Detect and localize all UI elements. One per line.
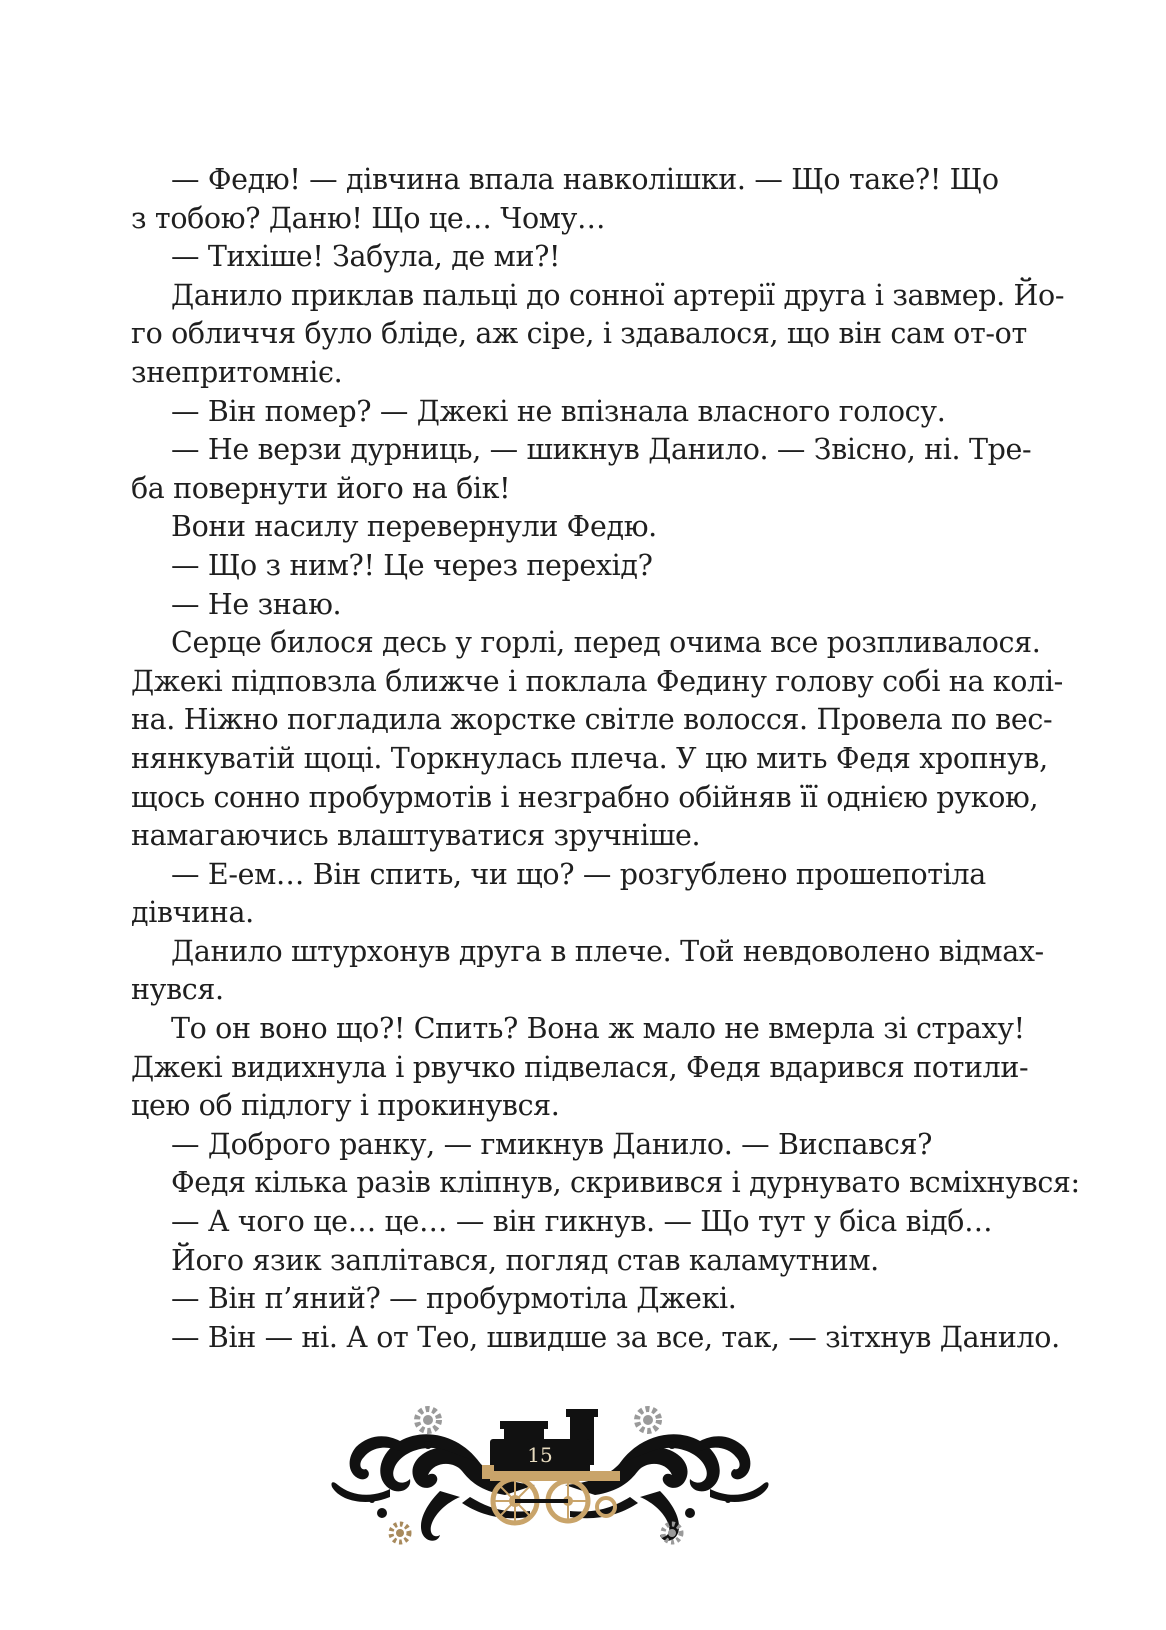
text-line: нянкуватій щоці. Торкнулась плеча. У цю мить Федя хропнув, [131, 741, 1048, 775]
text-line: Серце билося десь у горлі, перед очима все розпливалося. [171, 626, 1041, 660]
text-line: щось сонно пробурмотів і незграбно обійняв її однією рукою, [131, 780, 1039, 814]
text-line: — А чого це… це… — він гикнув. — Що тут у біса відб… [171, 1205, 993, 1239]
text-line: на. Ніжно погладила жорстке світле волосся. Провела по вес- [131, 703, 1053, 737]
text-line: — Він п’яний? — пробурмотіла Джекі. [171, 1282, 737, 1316]
text-line: — Не верзи дурниць, — шикнув Данило. — Звісно, ні. Тре- [171, 433, 1032, 467]
text-line: нувся. [131, 973, 224, 1007]
text-line: — Тихіше! Забула, де ми?! [171, 240, 561, 274]
text-line: Джекі підповзла ближче і поклала Федину голову собі на колі- [131, 664, 1063, 698]
text-line: — Доброго ранку, — гмикнув Данило. — Виспався? [171, 1127, 933, 1161]
text-line: Вони насилу перевернули Федю. [171, 510, 657, 544]
body-text [131, 161, 1080, 1357]
text-line: дівчина. [131, 896, 254, 930]
text-line: — Він помер? — Джекі не впізнала власного голосу. [171, 394, 946, 428]
text-line: ба повернути його на бік! [131, 471, 511, 505]
locomotive-ornament [330, 1405, 770, 1555]
text-line: го обличчя було бліде, аж сіре, і здавалося, що він сам от-от [131, 317, 1027, 351]
text-line: — Не знаю. [171, 587, 342, 621]
text-line: — Федю! — дівчина впала навколішки. — Що таке?! Що [171, 163, 999, 196]
text-line: Федя кілька разів кліпнув, скривився і дурнувато всміхнувся: [171, 1166, 1080, 1200]
text-line: — Що з ним?! Це через перехід? [171, 548, 653, 582]
gear-icon [391, 1524, 409, 1542]
text-line: Данило штурхонув друга в плече. Той невдоволено відмах- [171, 934, 1044, 968]
text-line: з тобою? Даню! Що це… Чому… [131, 201, 606, 235]
gear-icon [637, 1409, 659, 1431]
text-line: Його язик заплітався, погляд став каламутним. [171, 1243, 879, 1277]
gear-icon [417, 1409, 439, 1431]
text-line: знепритомніє. [131, 355, 343, 389]
text-line: — Він — ні. А от Тео, швидше за все, так, — зітхнув Данило. [171, 1320, 1060, 1354]
text-line: То он воно що?! Спить? Вона ж мало не вмерла зі страху! [171, 1012, 1025, 1046]
text-line: — Е-ем… Він спить, чи що? — розгублено прошепотіла [171, 857, 986, 891]
text-line: Джекі видихнула і рвучко підвелася, Федя вдарився потили- [131, 1050, 1029, 1084]
text-line: Данило приклав пальці до сонної артерії друга і завмер. Йо- [171, 278, 1065, 312]
text-line: цею об підлогу і прокинувся. [131, 1089, 560, 1123]
page-number: 15 [527, 1443, 553, 1467]
text-line: намагаючись влаштуватися зручніше. [131, 819, 701, 853]
